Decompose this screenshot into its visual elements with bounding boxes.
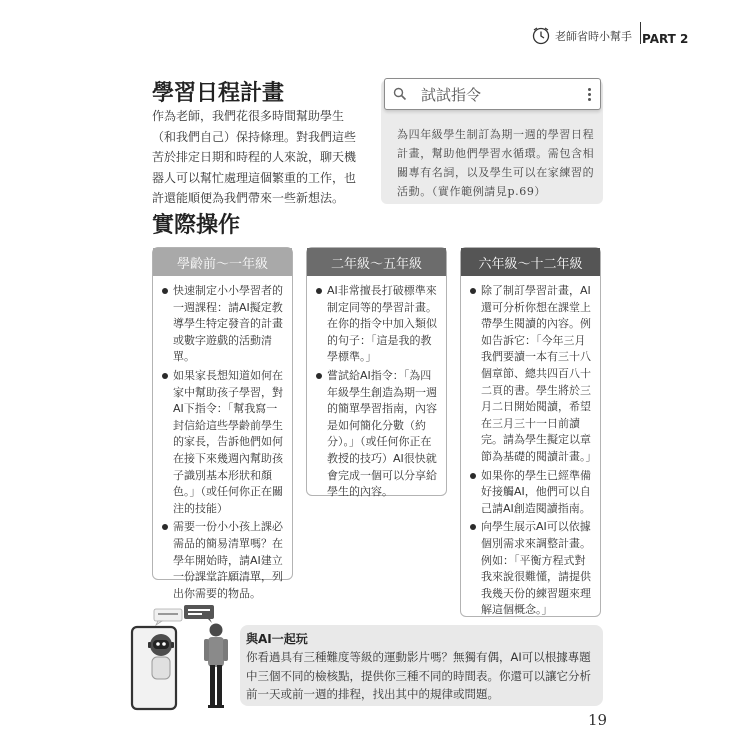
search-icon bbox=[385, 87, 415, 101]
tip-list bbox=[153, 276, 292, 602]
grade-column-2-5 bbox=[306, 247, 447, 499]
list-item: 嘗試給AI指令：「為四年級學生創造為期一週的簡單學習指南，內容是如何簡化分數（約分）。」（或任何你正在教授的技巧）AI很快就會完成一個可以分享給學生的內容。 bbox=[314, 368, 440, 501]
try-prompt-label: 試試指令 bbox=[421, 85, 482, 104]
list-item: 需要一份小小孩上課必需品的簡易清單嗎？在學年開始時，請AI建立一份課堂許願清單，列出你需要的物品。 bbox=[160, 519, 286, 602]
page-number: 19 bbox=[588, 711, 608, 729]
tip-list bbox=[307, 276, 446, 501]
ai-play-title: 與AI一起玩 bbox=[246, 632, 308, 646]
list-item: 如果你的學生已經準備好接觸AI，他們可以自己請AI創造閱讀指南。 bbox=[468, 468, 594, 518]
section-heading-schedule: 學習日程計畫 bbox=[152, 81, 285, 106]
list-item: 除了制訂學習計畫，AI還可分析你想在課堂上帶學生閱讀的內容。例如告訴它：「今年三月我們要讀一本有三十八個章節、總共四百八十二頁的書。學生將於三月二日開始閱讀，希望在三月三十一日前讀完。請為學生擬定以章節為基礎的閱讀計畫。」 bbox=[468, 283, 594, 466]
try-prompt-bar[interactable] bbox=[384, 78, 601, 110]
list-item: 快速制定小小學習者的一週課程：請AI擬定教導學生特定發音的計畫或數字遊戲的活動清單。 bbox=[160, 283, 286, 366]
ai-play-body: 你看過具有三種難度等級的運動影片嗎？無獨有偶，AI可以根據專題中三個不同的檢核點，提供你三種不同的時間表。你還可以讓它分析前一天或前一週的排程，找出其中的規律或問題。 bbox=[246, 650, 591, 701]
clock-icon bbox=[531, 26, 551, 46]
column-header: 六年級～十二年級 bbox=[461, 248, 600, 276]
more-vertical-icon[interactable] bbox=[578, 88, 600, 101]
grade-column-preschool bbox=[152, 247, 293, 600]
column-header: 二年級～五年級 bbox=[307, 248, 446, 276]
list-item: 向學生展示AI可以依據個別需求來調整計畫。例如：「平衡方程式對我來說很難懂，請提供我幾天份的練習題來理解這個概念。」 bbox=[468, 519, 594, 619]
section-heading-practice: 實際操作 bbox=[152, 213, 241, 238]
prompt-example-text: 為四年級學生制訂為期一週的學習日程計畫，幫助他們學習水循環。需包含相關專有名詞，以及學生可以在家練習的活動。（實作範例請見p.69） bbox=[397, 128, 595, 198]
intro-paragraph: 作為老師，我們花很多時間幫助學生（和我們自己）保持條理。對我們這些苦於排定日期和時程的人來說，聊天機器人可以幫忙處理這個繁重的工作，也許還能順便為我們帶來一些新想法。 bbox=[152, 109, 357, 205]
header-title: 老師省時小幫手 bbox=[555, 30, 632, 43]
column-header: 學齡前～一年級 bbox=[153, 248, 292, 276]
header-divider bbox=[640, 22, 641, 44]
grade-column-6-12 bbox=[460, 247, 601, 617]
list-item: 如果家長想知道如何在家中幫助孩子學習，對AI下指令：「幫我寫一封信給這些學齡前學生的家長，告訴他們如何在接下來幾週內幫助孩子識別基本形狀和顏色。」（或任何你正在關注的技能） bbox=[160, 368, 286, 517]
speech-bubble-icon bbox=[154, 605, 214, 625]
teacher-figure-icon bbox=[204, 624, 228, 709]
running-header bbox=[531, 26, 632, 46]
part-label: PART 2 bbox=[642, 32, 689, 46]
teacher-robot-illustration bbox=[128, 603, 240, 713]
list-item: AI非常擅長打破標準來制定同等的學習計畫。在你的指令中加入類似的句子：「這是我的教學標準。」 bbox=[314, 283, 440, 366]
tip-list bbox=[461, 276, 600, 619]
